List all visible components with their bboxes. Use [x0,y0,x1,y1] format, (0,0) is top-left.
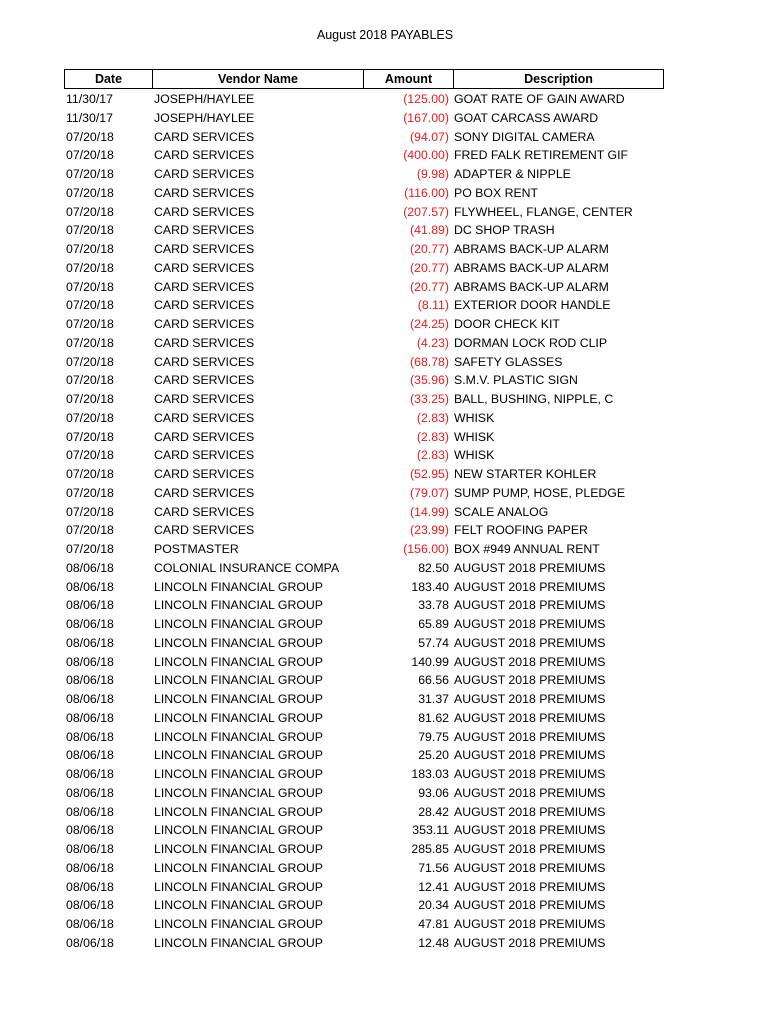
table-row [64,859,664,878]
cell-amount: 12.41 [418,879,449,894]
table-row [64,578,664,597]
table-row [64,503,664,522]
cell-vendor: CARD SERVICES [154,167,255,181]
table-row [64,315,664,334]
cell-date: 07/20/18 [66,129,114,144]
cell-date: 07/20/18 [66,542,114,556]
cell-date: 08/06/18 [66,898,114,913]
page-title: August 2018 PAYABLES [316,28,454,42]
cell-amount: 93.06 [418,785,449,800]
cell-date: 08/06/18 [66,767,114,781]
table-row [64,371,664,390]
cell-vendor: LINCOLN FINANCIAL GROUP [154,617,323,631]
table-row [64,728,664,747]
cell-vendor: CARD SERVICES [154,392,255,406]
table-row [64,521,664,540]
table-row [64,184,664,203]
cell-amount: (20.77) [410,242,449,256]
cell-description: AUGUST 2018 PREMIUMS [454,898,606,913]
cell-description: SCALE ANALOG [454,504,549,519]
cell-vendor: LINCOLN FINANCIAL GROUP [154,654,323,669]
cell-description: AUGUST 2018 PREMIUMS [454,579,606,594]
payables-table-body [64,90,664,953]
cell-date: 08/06/18 [66,823,114,838]
cell-description: EXTERIOR DOOR HANDLE [454,298,611,313]
cell-vendor: CARD SERVICES [154,429,255,444]
table-row [64,540,664,559]
cell-description: AUGUST 2018 PREMIUMS [454,767,606,781]
cell-vendor: LINCOLN FINANCIAL GROUP [154,767,323,781]
cell-vendor: CARD SERVICES [154,504,255,519]
cell-description: ABRAMS BACK-UP ALARM [454,242,609,256]
table-row [64,878,664,897]
cell-amount: (52.95) [410,467,449,481]
cell-amount: 28.42 [418,804,449,819]
table-row [64,128,664,147]
cell-description: AUGUST 2018 PREMIUMS [454,729,606,744]
cell-description: NEW STARTER KOHLER [454,467,597,481]
cell-amount: (68.78) [410,354,449,369]
cell-description: FELT ROOFING PAPER [454,523,588,538]
table-row [64,390,664,409]
cell-description: WHISK [454,410,495,425]
cell-amount: 71.56 [418,860,449,875]
table-row [64,240,664,259]
table-row [64,634,664,653]
cell-vendor: CARD SERVICES [154,335,255,350]
cell-amount: 31.37 [418,692,449,706]
cell-amount: (167.00) [403,110,449,125]
cell-amount: 20.34 [418,898,449,913]
cell-date: 08/06/18 [66,804,114,819]
cell-date: 07/20/18 [66,467,114,481]
cell-amount: 47.81 [418,917,449,931]
cell-amount: 57.74 [418,635,449,650]
cell-amount: (156.00) [403,542,449,556]
cell-description: SAFETY GLASSES [454,354,563,369]
cell-vendor: LINCOLN FINANCIAL GROUP [154,598,323,613]
cell-date: 07/20/18 [66,373,114,388]
cell-amount: (4.23) [416,335,449,350]
cell-amount: (8.11) [417,298,449,313]
table-row [64,653,664,672]
cell-vendor: CARD SERVICES [154,467,255,481]
cell-amount: (125.00) [403,92,449,106]
cell-description: AUGUST 2018 PREMIUMS [454,692,606,706]
cell-vendor: CARD SERVICES [154,185,255,200]
cell-vendor: JOSEPH/HAYLEE [154,110,255,125]
cell-date: 08/06/18 [66,635,114,650]
cell-amount: (400.00) [403,148,449,163]
cell-date: 07/20/18 [66,223,114,238]
table-row [64,840,664,859]
cell-date: 07/20/18 [66,317,114,331]
table-row [64,428,664,447]
table-row [64,296,664,315]
cell-vendor: LINCOLN FINANCIAL GROUP [154,842,323,856]
cell-vendor: LINCOLN FINANCIAL GROUP [154,879,323,894]
cell-date: 07/20/18 [66,242,114,256]
cell-vendor: CARD SERVICES [154,129,255,144]
cell-vendor: CARD SERVICES [154,448,255,463]
cell-description: AUGUST 2018 PREMIUMS [454,635,606,650]
cell-date: 07/20/18 [66,523,114,538]
table-row [64,765,664,784]
cell-vendor: CARD SERVICES [154,354,255,369]
cell-amount: (41.89) [410,223,449,238]
cell-date: 08/06/18 [66,710,114,725]
cell-description: DORMAN LOCK ROD CLIP [454,335,608,350]
cell-amount: 81.62 [418,710,449,725]
table-row [64,278,664,297]
cell-vendor: CARD SERVICES [154,410,255,425]
cell-description: S.M.V. PLASTIC SIGN [454,373,578,388]
cell-date: 07/20/18 [66,504,114,519]
cell-description: AUGUST 2018 PREMIUMS [454,823,606,838]
table-row [64,334,664,353]
cell-vendor: CARD SERVICES [154,148,255,163]
cell-amount: 25.20 [418,748,449,763]
cell-amount: 66.56 [418,673,449,688]
cell-date: 08/06/18 [66,598,114,613]
cell-description: AUGUST 2018 PREMIUMS [454,842,606,856]
cell-amount: (35.96) [410,373,449,388]
cell-vendor: LINCOLN FINANCIAL GROUP [154,635,323,650]
table-row [64,259,664,278]
cell-description: AUGUST 2018 PREMIUMS [454,804,606,819]
cell-date: 11/30/17 [66,92,113,106]
cell-date: 08/06/18 [66,917,114,931]
cell-description: AUGUST 2018 PREMIUMS [454,673,606,688]
table-row [64,803,664,822]
cell-date: 08/06/18 [66,860,114,875]
table-row [64,934,664,953]
cell-vendor: LINCOLN FINANCIAL GROUP [154,898,323,913]
cell-amount: (20.77) [410,279,449,294]
cell-amount: 140.99 [411,654,449,669]
cell-date: 08/06/18 [66,617,114,631]
cell-description: WHISK [454,448,495,463]
cell-date: 07/20/18 [66,448,114,463]
cell-vendor: LINCOLN FINANCIAL GROUP [154,804,323,819]
cell-date: 08/06/18 [66,654,114,669]
cell-amount: (14.99) [410,504,449,519]
cell-date: 07/20/18 [66,354,114,369]
cell-date: 08/06/18 [66,673,114,688]
cell-vendor: COLONIAL INSURANCE COMPA [154,560,340,575]
cell-vendor: CARD SERVICES [154,242,255,256]
table-row [64,671,664,690]
cell-date: 07/20/18 [66,298,114,313]
cell-date: 11/30/17 [66,110,113,125]
cell-description: AUGUST 2018 PREMIUMS [454,748,606,763]
cell-description: BOX #949 ANNUAL RENT [454,542,600,556]
cell-description: PO BOX RENT [454,185,539,200]
cell-description: FRED FALK RETIREMENT GIF [454,148,628,163]
cell-amount: 65.89 [418,617,449,631]
cell-amount: 12.48 [418,935,449,950]
cell-amount: (20.77) [410,260,449,275]
cell-description: AUGUST 2018 PREMIUMS [454,785,606,800]
table-row [64,559,664,578]
cell-vendor: POSTMASTER [154,542,239,556]
cell-vendor: LINCOLN FINANCIAL GROUP [154,673,323,688]
cell-description: SUMP PUMP, HOSE, PLEDGE [454,485,626,500]
cell-amount: (2.83) [416,429,449,444]
cell-description: AUGUST 2018 PREMIUMS [454,560,606,575]
cell-description: AUGUST 2018 PREMIUMS [454,617,606,631]
cell-date: 08/06/18 [66,785,114,800]
cell-date: 07/20/18 [66,260,114,275]
table-row [64,146,664,165]
cell-date: 08/06/18 [66,729,114,744]
cell-amount: 183.40 [411,579,449,594]
table-row [64,484,664,503]
cell-description: FLYWHEEL, FLANGE, CENTER [454,204,633,219]
cell-vendor: CARD SERVICES [154,523,255,538]
cell-description: DOOR CHECK KIT [454,317,560,331]
cell-date: 07/20/18 [66,485,114,500]
cell-amount: (23.99) [410,523,449,538]
cell-amount: 285.85 [411,842,449,856]
cell-date: 08/06/18 [66,692,114,706]
cell-date: 07/20/18 [66,410,114,425]
cell-date: 08/06/18 [66,748,114,763]
cell-vendor: CARD SERVICES [154,317,255,331]
cell-date: 07/20/18 [66,279,114,294]
cell-description: GOAT CARCASS AWARD [454,110,599,125]
cell-description: AUGUST 2018 PREMIUMS [454,917,606,931]
cell-amount: (2.83) [416,410,449,425]
cell-date: 07/20/18 [66,167,114,181]
cell-date: 07/20/18 [66,204,114,219]
cell-vendor: CARD SERVICES [154,485,255,500]
cell-vendor: LINCOLN FINANCIAL GROUP [154,692,323,706]
cell-amount: 79.75 [418,729,449,744]
cell-description: AUGUST 2018 PREMIUMS [454,860,606,875]
table-row [64,709,664,728]
table-row [64,690,664,709]
cell-date: 07/20/18 [66,429,114,444]
column-header-vendor: Vendor Name [153,70,364,88]
cell-vendor: LINCOLN FINANCIAL GROUP [154,917,323,931]
cell-amount: (24.25) [410,317,449,331]
cell-vendor: LINCOLN FINANCIAL GROUP [154,935,323,950]
table-row [64,409,664,428]
cell-date: 08/06/18 [66,935,114,950]
cell-description: AUGUST 2018 PREMIUMS [454,935,606,950]
cell-date: 08/06/18 [66,842,114,856]
cell-amount: (94.07) [410,129,449,144]
table-row [64,90,664,109]
cell-amount: (116.00) [404,185,449,200]
cell-vendor: LINCOLN FINANCIAL GROUP [154,823,323,838]
table-row [64,821,664,840]
cell-date: 07/20/18 [66,392,114,406]
cell-amount: (207.57) [403,204,449,219]
cell-vendor: LINCOLN FINANCIAL GROUP [154,748,323,763]
cell-vendor: CARD SERVICES [154,223,255,238]
cell-date: 07/20/18 [66,185,114,200]
cell-description: BALL, BUSHING, NIPPLE, C [454,392,614,406]
cell-vendor: CARD SERVICES [154,373,255,388]
cell-description: DC SHOP TRASH [454,223,555,238]
table-row [64,915,664,934]
cell-vendor: LINCOLN FINANCIAL GROUP [154,710,323,725]
cell-vendor: CARD SERVICES [154,260,255,275]
cell-amount: 33.78 [418,598,449,613]
table-row [64,203,664,222]
column-header-date: Date [65,70,153,88]
cell-amount: (2.83) [416,448,449,463]
table-row [64,221,664,240]
cell-vendor: LINCOLN FINANCIAL GROUP [154,860,323,875]
table-row [64,165,664,184]
cell-date: 07/20/18 [66,148,114,163]
table-row [64,465,664,484]
table-header [64,69,664,89]
cell-amount: (9.98) [416,167,449,181]
cell-date: 08/06/18 [66,579,114,594]
cell-amount: 353.11 [412,823,449,838]
cell-vendor: LINCOLN FINANCIAL GROUP [154,785,323,800]
cell-date: 08/06/18 [66,879,114,894]
cell-vendor: JOSEPH/HAYLEE [154,92,255,106]
table-row [64,896,664,915]
table-row [64,446,664,465]
cell-description: AUGUST 2018 PREMIUMS [454,710,606,725]
cell-date: 08/06/18 [66,560,114,575]
table-row [64,784,664,803]
column-header-description: Description [524,72,593,86]
cell-description: SONY DIGITAL CAMERA [454,129,595,144]
cell-description: WHISK [454,429,495,444]
table-row [64,615,664,634]
cell-description: ABRAMS BACK-UP ALARM [454,260,609,275]
cell-vendor: LINCOLN FINANCIAL GROUP [154,729,323,744]
cell-vendor: CARD SERVICES [154,298,255,313]
cell-amount: 82.50 [418,560,449,575]
cell-vendor: LINCOLN FINANCIAL GROUP [154,579,323,594]
cell-description: ABRAMS BACK-UP ALARM [454,279,609,294]
cell-amount: 183.03 [411,767,449,781]
column-header-amount: Amount [364,70,454,88]
table-row [64,353,664,372]
table-row [64,596,664,615]
cell-description: AUGUST 2018 PREMIUMS [454,654,606,669]
cell-description: GOAT RATE OF GAIN AWARD [454,92,625,106]
cell-vendor: CARD SERVICES [154,204,255,219]
cell-description: ADAPTER & NIPPLE [454,167,571,181]
cell-amount: (33.25) [410,392,449,406]
cell-description: AUGUST 2018 PREMIUMS [454,598,606,613]
cell-vendor: CARD SERVICES [154,279,255,294]
cell-date: 07/20/18 [66,335,114,350]
table-row [64,746,664,765]
cell-amount: (79.07) [410,485,449,500]
table-row [64,109,664,128]
cell-description: AUGUST 2018 PREMIUMS [454,879,606,894]
